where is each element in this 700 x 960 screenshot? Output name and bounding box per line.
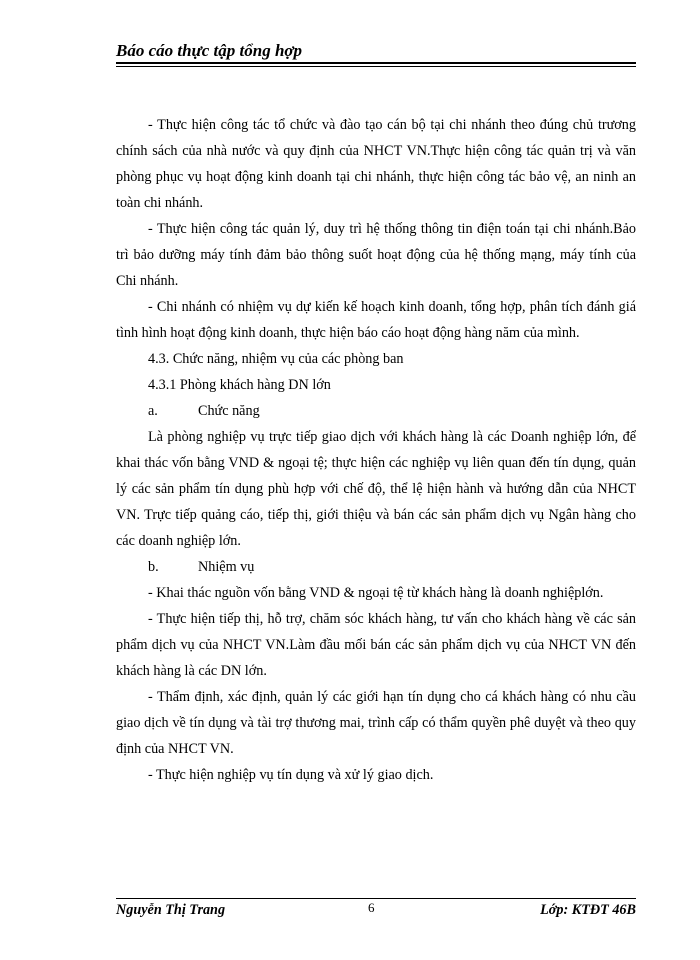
section-a-title: Chức năng: [198, 403, 260, 419]
section-b-title: Nhiệm vụ: [198, 559, 255, 575]
list-item: - Thực hiện tiếp thị, hỗ trợ, chăm sóc khách hàng, tư vấn cho khách hàng về các sản phẩm dịch vụ của NHCT VN.Làm đầu mối bán các sản phẩm dịch vụ của NHCT VN đến khách hàng là các DN lớn.: [116, 611, 636, 679]
footer-class: Lớp: KTĐT 46B: [540, 902, 636, 918]
paragraph: - Thực hiện công tác tổ chức và đào tạo cán bộ tại chi nhánh theo đúng chủ trương chính sách của nhà nước và quy định của NHCT VN.Thực hiện công tác quản trị và văn phòng phục vụ hoạt động kinh doanh tại chi nhánh, thực hiện công tác bảo vệ, an ninh an toàn chi nhánh.: [116, 117, 636, 211]
header-divider-thin: [116, 66, 636, 67]
paragraph: - Thực hiện công tác quản lý, duy trì hệ thống thông tin điện toán tại chi nhánh.Bảo trì bảo dưỡng máy tính đảm bảo thông suốt hoạt động của hệ thống mạng, máy tính của Chi nhánh.: [116, 221, 636, 289]
footer-divider: [116, 898, 636, 899]
section-a-letter: a.: [148, 403, 158, 419]
section-a-heading: [116, 398, 636, 424]
footer-author: Nguyễn Thị Trang: [116, 902, 226, 918]
list-item: - Thực hiện nghiệp vụ tín dụng và xử lý giao dịch.: [148, 767, 434, 783]
section-a-text: Là phòng nghiệp vụ trực tiếp giao dịch với khách hàng là các Doanh nghiệp lớn, để khai thác vốn bằng VND & ngoại tệ; thực hiện các nghiệp vụ liên quan đến tín dụng, quản lý các sản phẩm tín dụng phù hợp với chế độ, thể lệ hiện hành và hướng dẫn của NHCT VN. Trực tiếp quảng cáo, tiếp thị, giới thiệu và bán các sản phẩm dịch vụ Ngân hàng cho các doanh nghiệp lớn.: [116, 429, 636, 549]
section-b-letter: b.: [148, 559, 159, 575]
list-item: - Thẩm định, xác định, quản lý các giới hạn tín dụng cho cá khách hàng có nhu cầu giao dịch về tín dụng và tài trợ thương mai, trình cấp có thẩm quyền phê duyệt và theo quy định của NHCT VN.: [116, 689, 636, 757]
page-number: 6: [368, 900, 375, 915]
paragraph: - Chi nhánh có nhiệm vụ dự kiến kế hoạch kinh doanh, tổng hợp, phân tích đánh giá tình hình hoạt động kinh doanh, thực hiện báo cáo hoạt động hàng năm của mình.: [116, 299, 636, 341]
document-body: [116, 112, 636, 788]
list-item: - Khai thác nguồn vốn bằng VND & ngoại tệ từ khách hàng là doanh nghiệplớn.: [148, 585, 604, 601]
section-b-heading: [116, 554, 636, 580]
footer: [116, 902, 636, 924]
subsection-heading: 4.3.1 Phòng khách hàng DN lớn: [148, 377, 331, 393]
section-heading: 4.3. Chức năng, nhiệm vụ của các phòng ban: [148, 351, 404, 367]
header-title: Báo cáo thực tập tổng hợp: [116, 41, 303, 60]
header-divider: [116, 62, 636, 64]
